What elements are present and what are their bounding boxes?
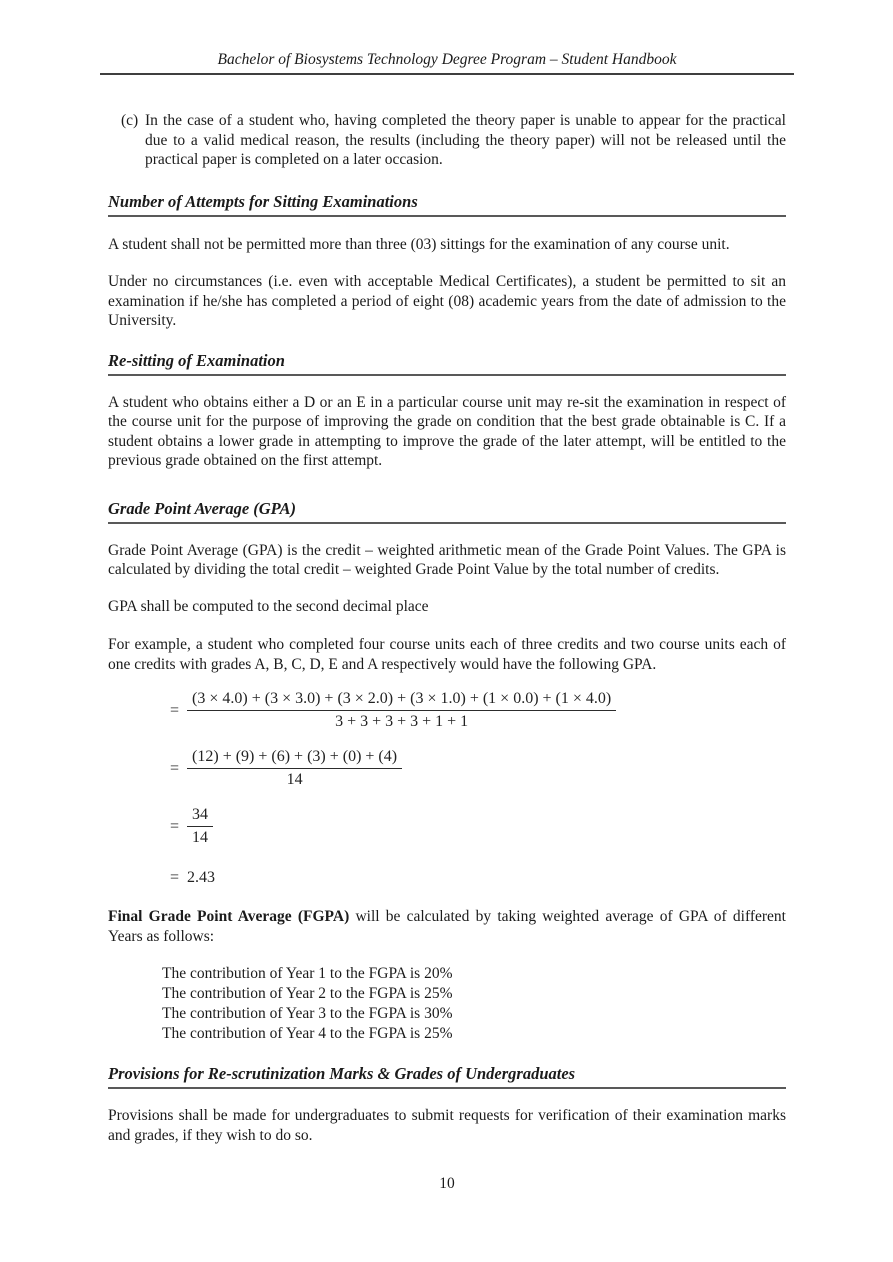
section-gpa-para1: Grade Point Average (GPA) is the credit – weighted arithmetic mean of the Grade Point Values. The GPA is calculated by dividing the total credit – weighted Grade Point Value by the total number of credits. (108, 541, 786, 578)
fraction-denominator: 3 + 3 + 3 + 3 + 1 + 1 (335, 713, 469, 730)
section-gpa-para3: For example, a student who completed four course units each of three credits and two course units each of one credits with grades A, B, C, D, E and A respectively would have the following GPA. (108, 636, 786, 673)
section-resitting-para1: A student who obtains either a D or an E in a particular course unit may re-sit the examination in respect of the course unit for the purpose of improving the grade on condition that the best grade obtainable is C. If a student obtains a lower grade in attempting to improve the grade of the later attempt, will be entitled to the previous grade obtained on the first attempt. (108, 393, 786, 469)
page-footer (108, 1175, 786, 1193)
gpa-formula-step-2 (170, 748, 786, 789)
contribution-line: The contribution of Year 1 to the FGPA is 20% (162, 965, 453, 982)
section-attempts (108, 192, 786, 331)
section-provisions-para1: Provisions shall be made for undergraduates to submit requests for verification of their examination marks and grades, if they wish to do so. (108, 1107, 786, 1144)
fgpa-term: Final Grade Point Average (FGPA) (108, 908, 350, 925)
fraction (187, 806, 213, 847)
equals-sign: = (170, 759, 180, 777)
list-item-c (121, 111, 786, 170)
equals-sign: = (170, 817, 180, 835)
page-number: 10 (439, 1175, 455, 1192)
section-resitting-heading: Re-sitting of Examination (108, 351, 786, 376)
fgpa-description: will be calculated by taking weighted average of GPA of different Years as follows: (108, 908, 786, 945)
section-attempts-para2: Under no circumstances (i.e. even with acceptable Medical Certificates), a student be permitted to sit an examination if he/she has completed a period of eight (08) academic years from the date of admission to the University. (108, 273, 786, 329)
gpa-formula-step-1 (170, 690, 786, 731)
fgpa-contribution-list (108, 964, 786, 1044)
list-item-c-text: In the case of a student who, having completed the theory paper is unable to appear for the practical due to a valid medical reason, the results (including the theory paper) will not be released until the practical paper is completed on a later occasion. (145, 112, 786, 168)
fraction-numerator: 34 (187, 806, 213, 827)
fraction-denominator: 14 (286, 771, 303, 788)
fraction-denominator: 14 (192, 829, 209, 846)
list-item-c-label: (c) (121, 112, 139, 129)
fraction-numerator: (12) + (9) + (6) + (3) + (0) + (4) (187, 748, 402, 769)
section-fgpa (108, 907, 786, 1044)
page-header (100, 0, 794, 75)
page-content (108, 111, 786, 1193)
section-provisions-heading: Provisions for Re-scrutinization Marks & Grades of Undergraduates (108, 1064, 786, 1089)
fraction (187, 748, 402, 789)
section-resitting (108, 351, 786, 471)
contribution-line: The contribution of Year 3 to the FGPA is 30% (162, 1005, 453, 1022)
result-value: 2.43 (187, 869, 216, 886)
equals-sign: = (170, 701, 180, 719)
gpa-formula-result (170, 869, 786, 887)
section-gpa-heading: Grade Point Average (GPA) (108, 499, 786, 524)
section-attempts-heading: Number of Attempts for Sitting Examinations (108, 192, 786, 217)
fgpa-paragraph (108, 907, 786, 946)
fraction-numerator: (3 × 4.0) + (3 × 3.0) + (3 × 2.0) + (3 × 1.0) + (1 × 0.0) + (1 × 4.0) (187, 690, 616, 711)
gpa-formula-step-3 (170, 806, 786, 847)
section-gpa-para2: GPA shall be computed to the second decimal place (108, 597, 429, 615)
gpa-formula (170, 690, 786, 887)
fraction (187, 690, 616, 731)
section-attempts-para1: A student shall not be permitted more than three (03) sittings for the examination of any course unit. (108, 235, 730, 253)
contribution-line: The contribution of Year 2 to the FGPA is 25% (162, 985, 453, 1002)
section-gpa (108, 499, 786, 888)
equals-sign: = (170, 869, 180, 886)
running-header-title: Bachelor of Biosystems Technology Degree Program – Student Handbook (217, 51, 677, 68)
section-provisions (108, 1064, 786, 1145)
contribution-line: The contribution of Year 4 to the FGPA is 25% (162, 1025, 453, 1042)
